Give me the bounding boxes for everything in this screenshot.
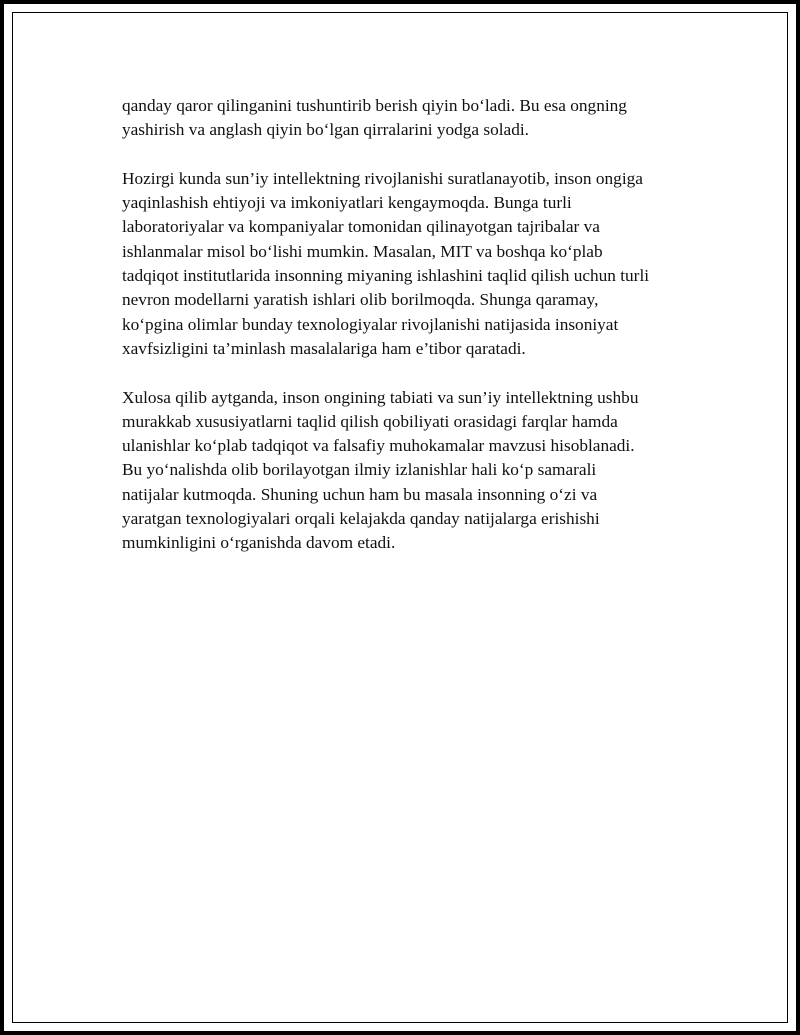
text-line: Bu yo‘nalishda olib borilayotgan ilmiy izlanishlar hali ko‘p samarali [122,460,597,480]
text-line: natijalar kutmoqda. Shuning uchun ham bu masala insonning o‘zi va [122,484,598,504]
paragraph-1 [122,94,722,143]
text-line: mumkinligini o‘rganishda davom etadi. [122,533,396,553]
text-line: yashirish va anglash qiyin bo‘lgan qirralarini yodga soladi. [122,120,529,140]
paragraph-3 [122,386,722,556]
text-line: tadqiqot institutlarida insonning miyaning ishlashini taqlid qilish uchun turli [122,266,650,286]
text-line: laboratoriyalar va kompaniyalar tomonidan qilinayotgan tajribalar va [122,217,600,237]
text-line: ko‘pgina olimlar bunday texnologiyalar rivojlanishi natijasida insoniyat [122,314,619,334]
text-line: Xulosa qilib aytganda, inson ongining tabiati va sun’iy intellektning ushbu [122,387,639,407]
text-line: ulanishlar ko‘plab tadqiqot va falsafiy muhokamalar mavzusi hisoblanadi. [122,436,635,456]
text-line: xavfsizligini ta’minlash masalalariga ham e’tibor qaratadi. [122,338,526,358]
text-line: ishlanmalar misol bo‘lishi mumkin. Masalan, MIT va boshqa ko‘plab [122,241,603,261]
document-body [122,94,722,580]
text-line: yaratgan texnologiyalari orqali kelajakda qanday natijalarga erishishi [122,509,600,529]
text-line: qanday qaror qilinganini tushuntirib berish qiyin bo‘ladi. Bu esa ongning [122,96,627,115]
text-line: yaqinlashish ehtiyoji va imkoniyatlari kengaymoqda. Bunga turli [122,193,572,213]
text-line: murakkab xususiyatlarni taqlid qilish qobiliyati orasidagi farqlar hamda [122,411,618,431]
paragraph-2 [122,167,722,361]
text-line: nevron modellarni yaratish ishlari olib borilmoqda. Shunga qaramay, [122,290,599,310]
text-line: Hozirgi kunda sun’iy intellektning rivojlanishi suratlanayotib, inson ongiga [122,168,643,188]
